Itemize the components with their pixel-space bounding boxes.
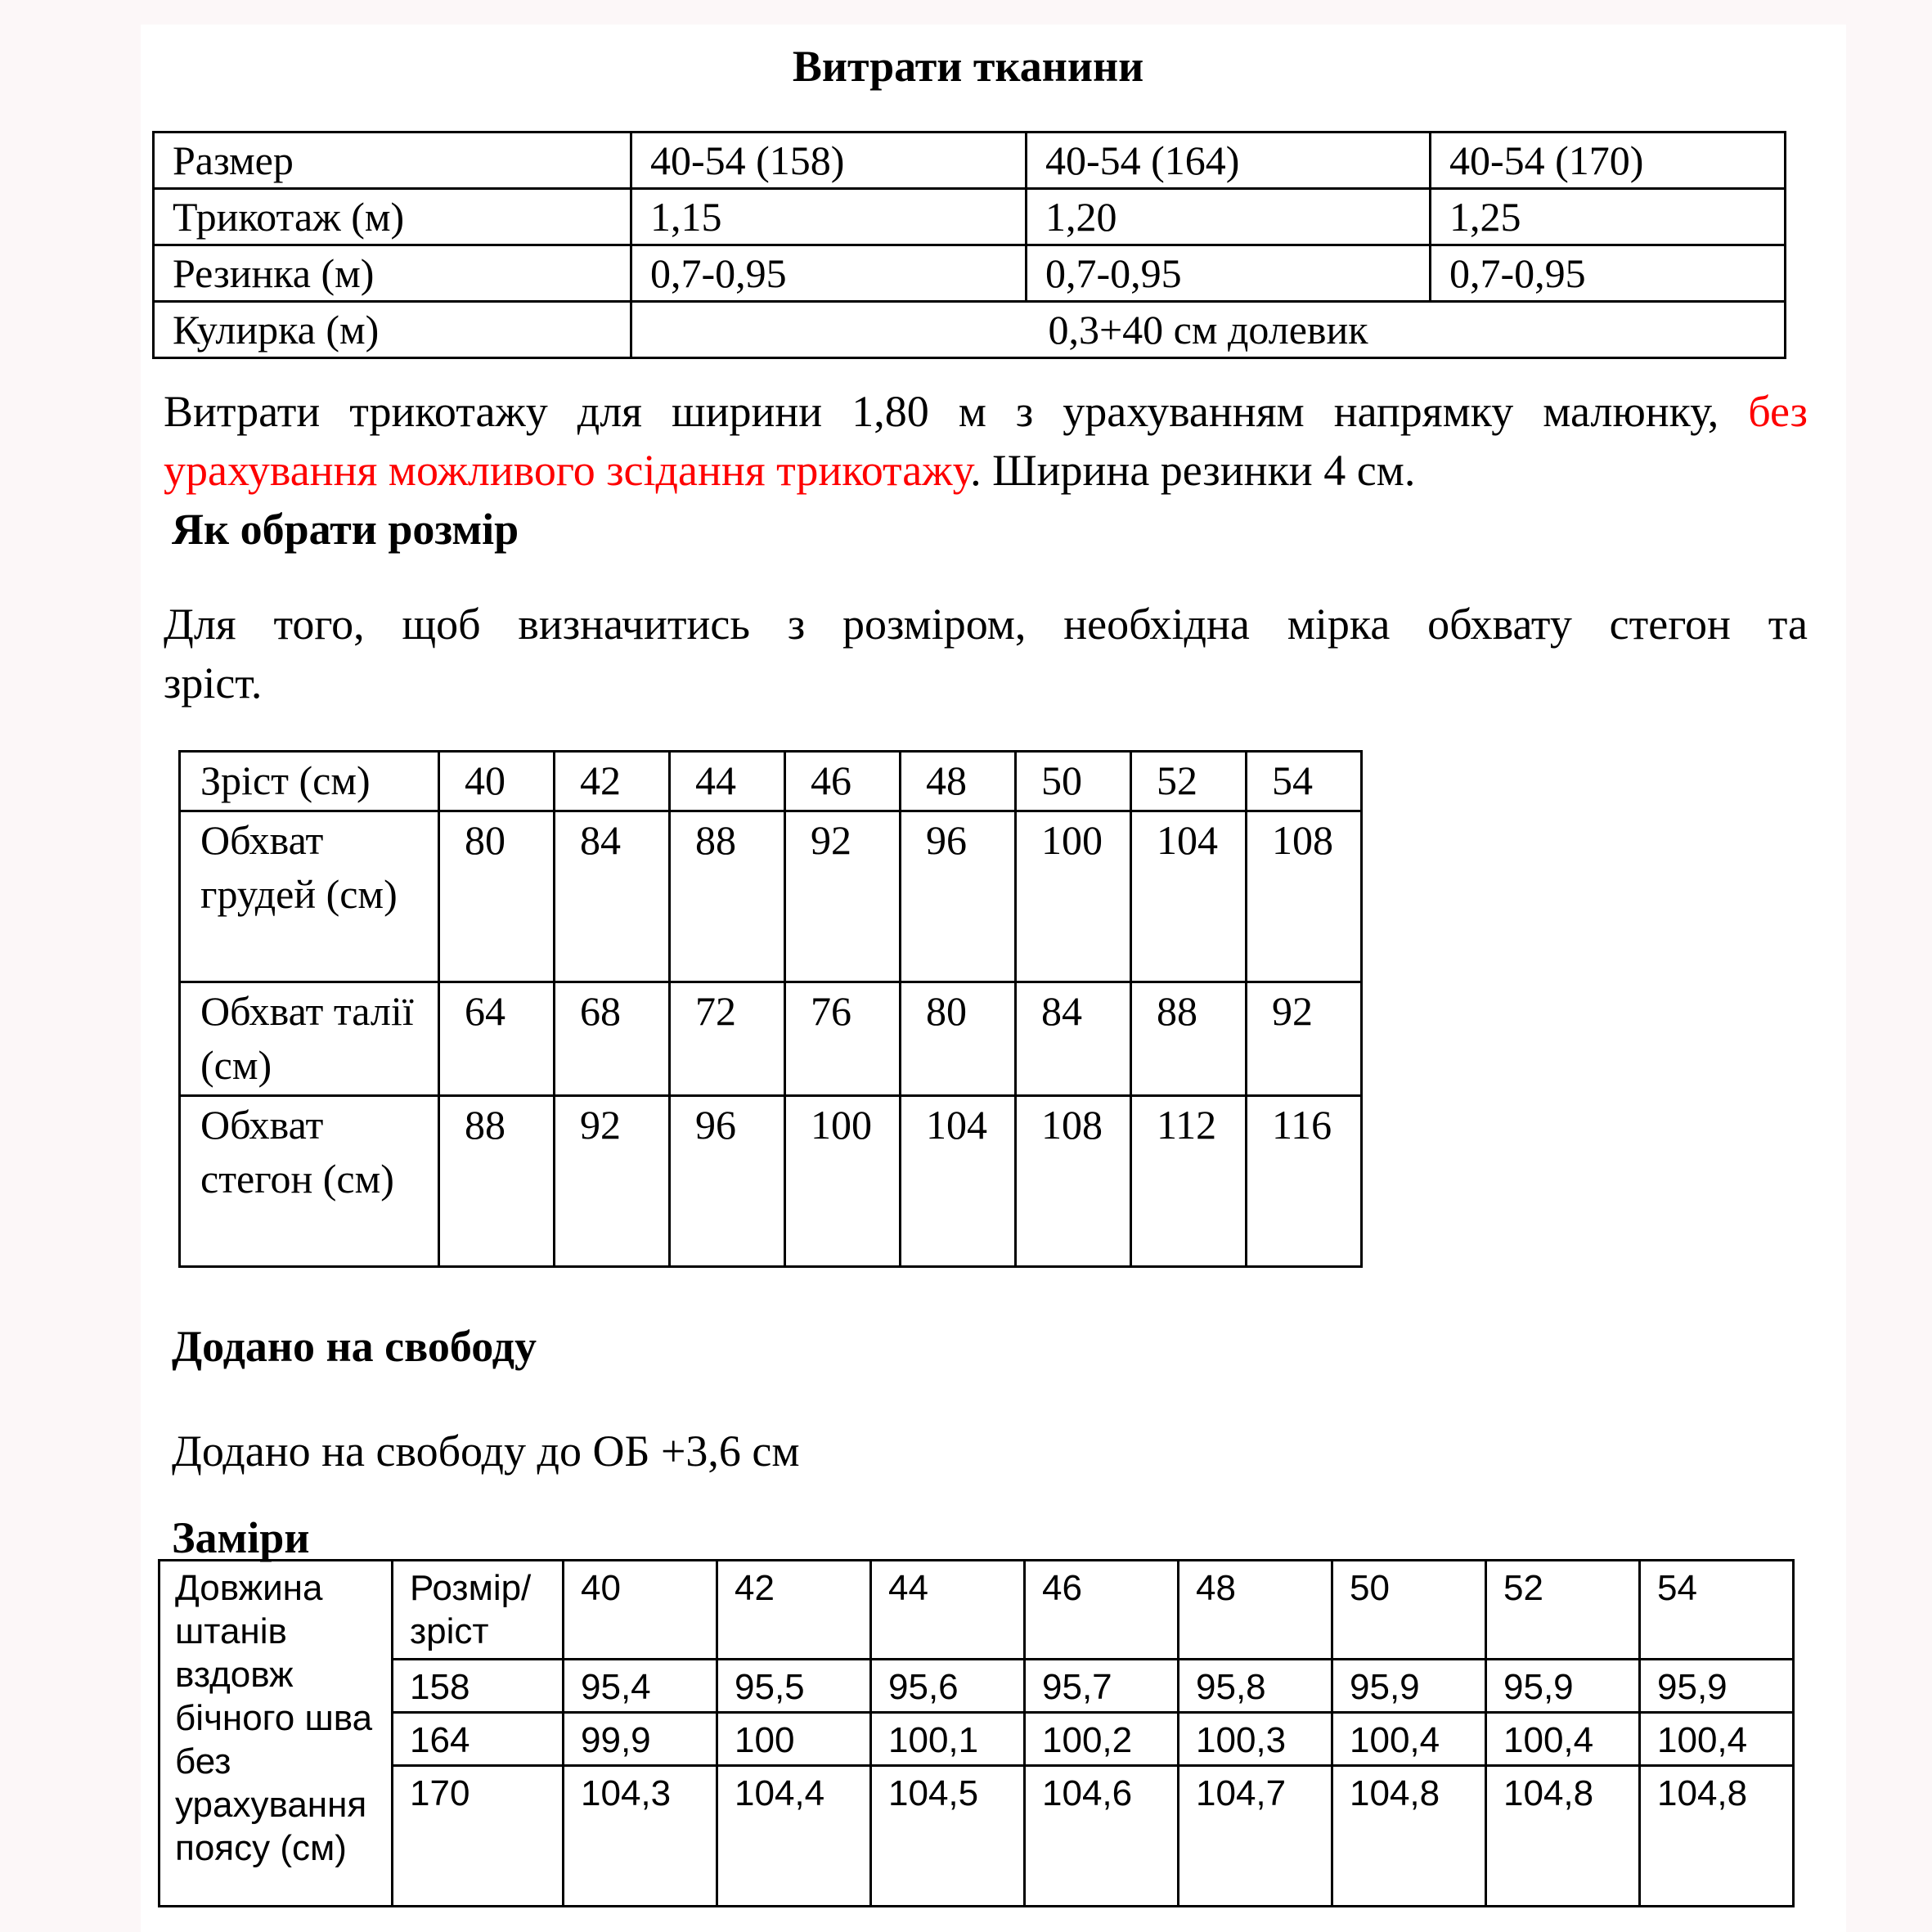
measurements-value-cell: 95,9 <box>1486 1660 1640 1713</box>
measurements-row-158 <box>160 1660 1794 1713</box>
fabric-table-value-cell: 0,7-0,95 <box>631 245 1027 302</box>
fabric-table-header-row <box>154 133 1786 189</box>
size-chart-size-cell: 52 <box>1131 752 1247 811</box>
size-chart-value-cell: 104 <box>901 1096 1016 1267</box>
measurements-value-cell: 95,4 <box>564 1660 717 1713</box>
measurements-value-cell: 95,9 <box>1332 1660 1486 1713</box>
measurements-size-cell: 52 <box>1486 1561 1640 1660</box>
fabric-table-row-knit <box>154 189 1786 245</box>
fabric-table-header-cell: 40-54 (158) <box>631 133 1027 189</box>
fabric-note-line2-red: урахування можливого зсідання трикотажу <box>164 446 971 495</box>
size-chart-value-cell: 72 <box>670 982 785 1096</box>
fabric-table-value-cell: 1,25 <box>1431 189 1786 245</box>
ease-text: Додано на свободу до ОБ +3,6 см <box>172 1427 800 1476</box>
fabric-note-line2-black: . Ширина резинки 4 см. <box>970 446 1416 495</box>
fabric-note-line1 <box>164 382 1808 441</box>
fabric-table-header-cell: 40-54 (164) <box>1027 133 1431 189</box>
size-chart-value-cell: 76 <box>785 982 901 1096</box>
size-selection-text-line1: Для того, щоб визначитись з розміром, необхідна мірка обхвату стегон та <box>164 600 1808 649</box>
size-chart-value-cell: 84 <box>555 811 670 982</box>
measurements-value-cell: 100,3 <box>1179 1713 1332 1766</box>
measurements-height-cell: 164 <box>393 1713 564 1766</box>
measurements-value-cell: 95,5 <box>717 1660 871 1713</box>
size-chart-header-row <box>180 752 1362 811</box>
measurements-height-cell: 158 <box>393 1660 564 1713</box>
fabric-consumption-table <box>152 131 1786 359</box>
measurements-value-cell: 100,2 <box>1025 1713 1179 1766</box>
size-chart-size-cell: 46 <box>785 752 901 811</box>
fabric-table-label-cell: Кулирка (м) <box>154 302 631 358</box>
fabric-table-row-elastic <box>154 245 1786 302</box>
measurements-value-cell: 99,9 <box>564 1713 717 1766</box>
size-selection-text <box>164 595 1808 712</box>
size-chart-value-cell: 116 <box>1247 1096 1362 1267</box>
measurements-heading: Заміри <box>172 1513 310 1562</box>
measurements-value-cell: 100,4 <box>1332 1713 1486 1766</box>
measurements-value-cell: 95,6 <box>871 1660 1025 1713</box>
fabric-table-merged-value-cell: 0,3+40 см долевик <box>631 302 1786 358</box>
size-chart-label-cell: Обхват стегон (см) <box>180 1096 439 1267</box>
measurements-value-cell: 95,7 <box>1025 1660 1179 1713</box>
size-chart-value-cell: 92 <box>1247 982 1362 1096</box>
measurements-corner-cell: Розмір/ зріст <box>393 1561 564 1660</box>
size-chart-value-cell: 80 <box>439 811 555 982</box>
measurements-row-164 <box>160 1713 1794 1766</box>
measurements-value-cell: 100,1 <box>871 1713 1025 1766</box>
fabric-table-value-cell: 0,7-0,95 <box>1431 245 1786 302</box>
size-chart-header-label-cell: Зріст (см) <box>180 752 439 811</box>
size-selection-heading: Як обрати розмір <box>172 505 519 554</box>
size-chart-row-hips <box>180 1096 1362 1267</box>
measurements-size-cell: 44 <box>871 1561 1025 1660</box>
size-chart-value-cell: 80 <box>901 982 1016 1096</box>
size-chart-value-cell: 104 <box>1131 811 1247 982</box>
size-chart-size-cell: 50 <box>1016 752 1131 811</box>
measurements-size-cell: 50 <box>1332 1561 1486 1660</box>
measurements-value-cell: 104,5 <box>871 1766 1025 1907</box>
measurements-value-cell: 104,7 <box>1179 1766 1332 1907</box>
size-chart-row-chest <box>180 811 1362 982</box>
size-chart-value-cell: 100 <box>785 1096 901 1267</box>
measurements-value-cell: 104,6 <box>1025 1766 1179 1907</box>
document-page <box>141 25 1846 1932</box>
measurements-value-cell: 104,4 <box>717 1766 871 1907</box>
size-chart-value-cell: 92 <box>785 811 901 982</box>
document-title: Витрати тканини <box>792 42 1144 91</box>
size-chart-size-cell: 40 <box>439 752 555 811</box>
size-chart-value-cell: 84 <box>1016 982 1131 1096</box>
fabric-table-row-kulirka <box>154 302 1786 358</box>
measurements-value-cell: 104,8 <box>1486 1766 1640 1907</box>
fabric-table-header-cell: Размер <box>154 133 631 189</box>
size-chart-size-cell: 48 <box>901 752 1016 811</box>
measurements-size-cell: 54 <box>1640 1561 1794 1660</box>
measurements-size-cell: 48 <box>1179 1561 1332 1660</box>
fabric-table-header-cell: 40-54 (170) <box>1431 133 1786 189</box>
size-chart-value-cell: 68 <box>555 982 670 1096</box>
size-chart-value-cell: 92 <box>555 1096 670 1267</box>
measurements-height-cell: 170 <box>393 1766 564 1907</box>
ease-heading: Додано на свободу <box>172 1322 537 1371</box>
fabric-table-value-cell: 1,15 <box>631 189 1027 245</box>
document-content <box>141 41 1846 1907</box>
size-chart-value-cell: 96 <box>901 811 1016 982</box>
fabric-table-label-cell: Трикотаж (м) <box>154 189 631 245</box>
fabric-note-line2 <box>164 441 1808 500</box>
size-chart-value-cell: 112 <box>1131 1096 1247 1267</box>
size-chart-row-waist <box>180 982 1362 1096</box>
fabric-note-line1-black: Витрати трикотажу для ширини 1,80 м з урахуванням напрямку малюнку, <box>164 387 1749 436</box>
measurements-value-cell: 100 <box>717 1713 871 1766</box>
size-chart-value-cell: 108 <box>1247 811 1362 982</box>
size-chart-value-cell: 96 <box>670 1096 785 1267</box>
size-chart-size-cell: 44 <box>670 752 785 811</box>
fabric-note <box>164 382 1808 500</box>
measurements-value-cell: 104,8 <box>1640 1766 1794 1907</box>
measurements-value-cell: 104,3 <box>564 1766 717 1907</box>
size-chart-size-cell: 42 <box>555 752 670 811</box>
size-chart-value-cell: 88 <box>670 811 785 982</box>
size-chart-value-cell: 100 <box>1016 811 1131 982</box>
measurements-value-cell: 95,8 <box>1179 1660 1332 1713</box>
measurements-value-cell: 100,4 <box>1640 1713 1794 1766</box>
measurements-value-cell: 95,9 <box>1640 1660 1794 1713</box>
measurements-size-cell: 40 <box>564 1561 717 1660</box>
size-selection-text-line2: зріст. <box>164 658 263 708</box>
size-chart-label-cell: Обхват грудей (см) <box>180 811 439 982</box>
size-chart-value-cell: 64 <box>439 982 555 1096</box>
fabric-table-value-cell: 0,7-0,95 <box>1027 245 1431 302</box>
fabric-table-label-cell: Резинка (м) <box>154 245 631 302</box>
size-chart-label-cell: Обхват талії (см) <box>180 982 439 1096</box>
measurements-row-label-cell: Довжина штанів вздовж бічного шва без урахування поясу (см) <box>160 1561 393 1907</box>
fabric-table-value-cell: 1,20 <box>1027 189 1431 245</box>
measurements-row-170 <box>160 1766 1794 1907</box>
measurements-size-cell: 42 <box>717 1561 871 1660</box>
measurements-size-cell: 46 <box>1025 1561 1179 1660</box>
fabric-note-line1-red: без <box>1748 387 1808 436</box>
size-chart-table <box>178 750 1363 1268</box>
measurements-value-cell: 104,8 <box>1332 1766 1486 1907</box>
size-chart-value-cell: 108 <box>1016 1096 1131 1267</box>
size-chart-value-cell: 88 <box>439 1096 555 1267</box>
size-chart-value-cell: 88 <box>1131 982 1247 1096</box>
size-chart-size-cell: 54 <box>1247 752 1362 811</box>
measurements-header-row <box>160 1561 1794 1660</box>
measurements-table <box>158 1559 1795 1907</box>
measurements-value-cell: 100,4 <box>1486 1713 1640 1766</box>
